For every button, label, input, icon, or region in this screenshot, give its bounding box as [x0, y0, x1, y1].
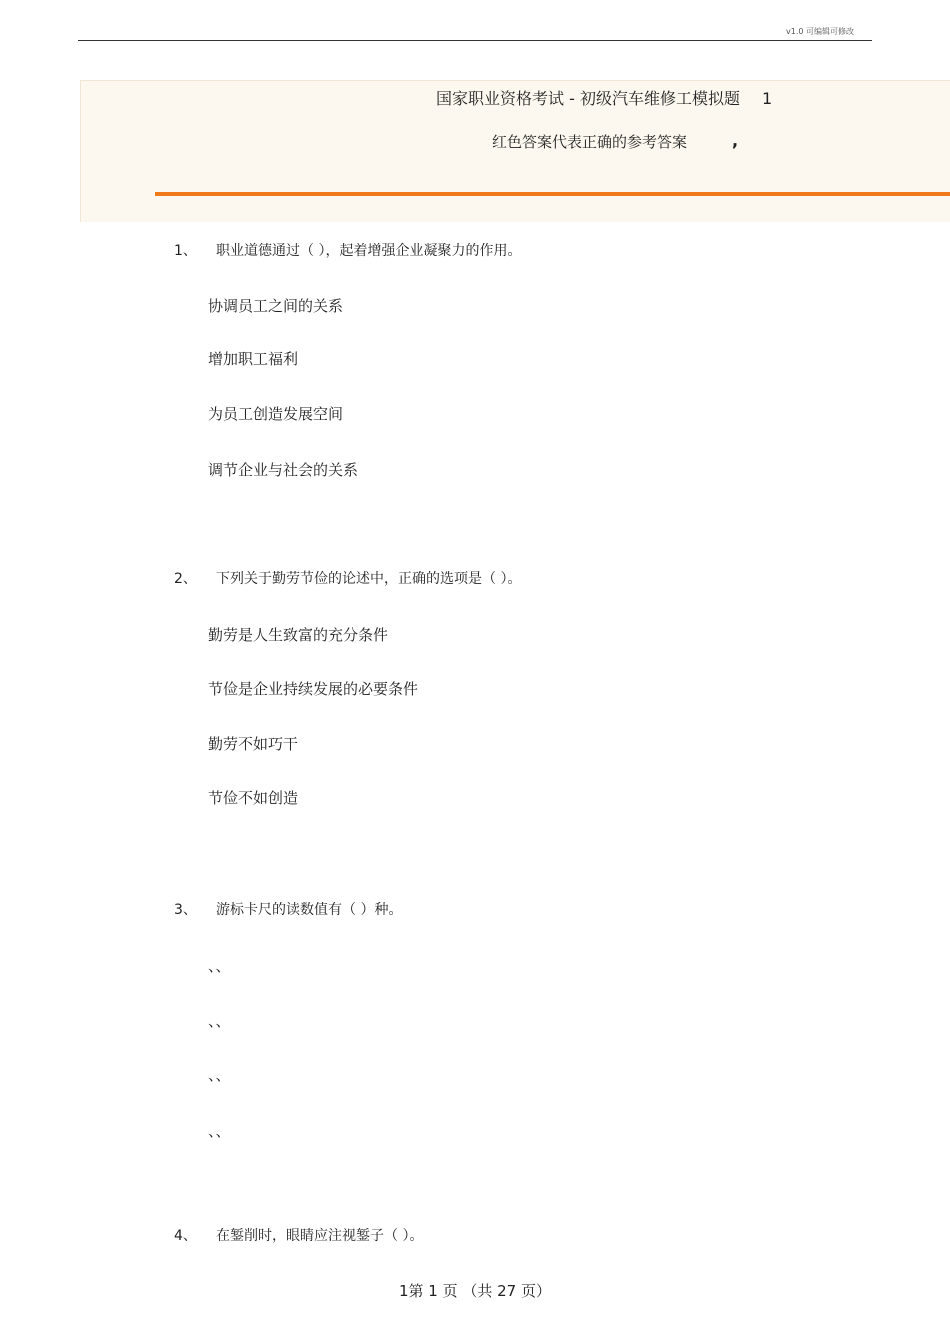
option-c: 、、 — [208, 1066, 231, 1084]
question-text: 职业道德通过（ ），起着增强企业凝聚力的作用。 — [216, 243, 522, 259]
option-d: 节俭不如创造 — [208, 789, 299, 807]
header-rule — [78, 40, 872, 41]
question-number: 3、 — [174, 902, 197, 918]
option-a: 、、 — [208, 957, 231, 975]
orange-divider — [155, 192, 950, 196]
option-b: 增加职工福利 — [208, 350, 299, 368]
document-title — [436, 86, 772, 109]
version-label: v1.0 可编辑可修改 — [786, 27, 854, 36]
question-number: 2、 — [174, 571, 197, 587]
page-footer: 1第 1 页 （共 27 页） — [398, 1282, 551, 1300]
option-d: 调节企业与社会的关系 — [208, 461, 359, 479]
document-title-text: 国家职业资格考试 - 初级汽车维修工模拟题 — [436, 89, 740, 108]
option-a: 协调员工之间的关系 — [208, 297, 344, 315]
option-c: 为员工创造发展空间 — [208, 405, 344, 423]
option-a: 勤劳是人生致富的充分条件 — [208, 626, 389, 644]
question-number: 4、 — [174, 1228, 197, 1244]
question-text: 游标卡尺的读数值有（ ）种。 — [216, 902, 403, 918]
answer-note-comma: , — [732, 131, 739, 150]
option-d: 、、 — [208, 1122, 231, 1140]
question-number: 1、 — [174, 243, 197, 259]
option-c: 勤劳不如巧干 — [208, 735, 299, 753]
option-b: 节俭是企业持续发展的必要条件 — [208, 680, 419, 698]
option-b: 、、 — [208, 1012, 231, 1030]
question-text: 下列关于勤劳节俭的论述中，正确的选项是（ ）。 — [216, 571, 522, 587]
answer-note: 红色答案代表正确的参考答案 — [492, 133, 688, 151]
document-title-number: 1 — [761, 89, 773, 108]
question-text: 在錾削时，眼睛应注视錾子（ ）。 — [216, 1228, 424, 1244]
